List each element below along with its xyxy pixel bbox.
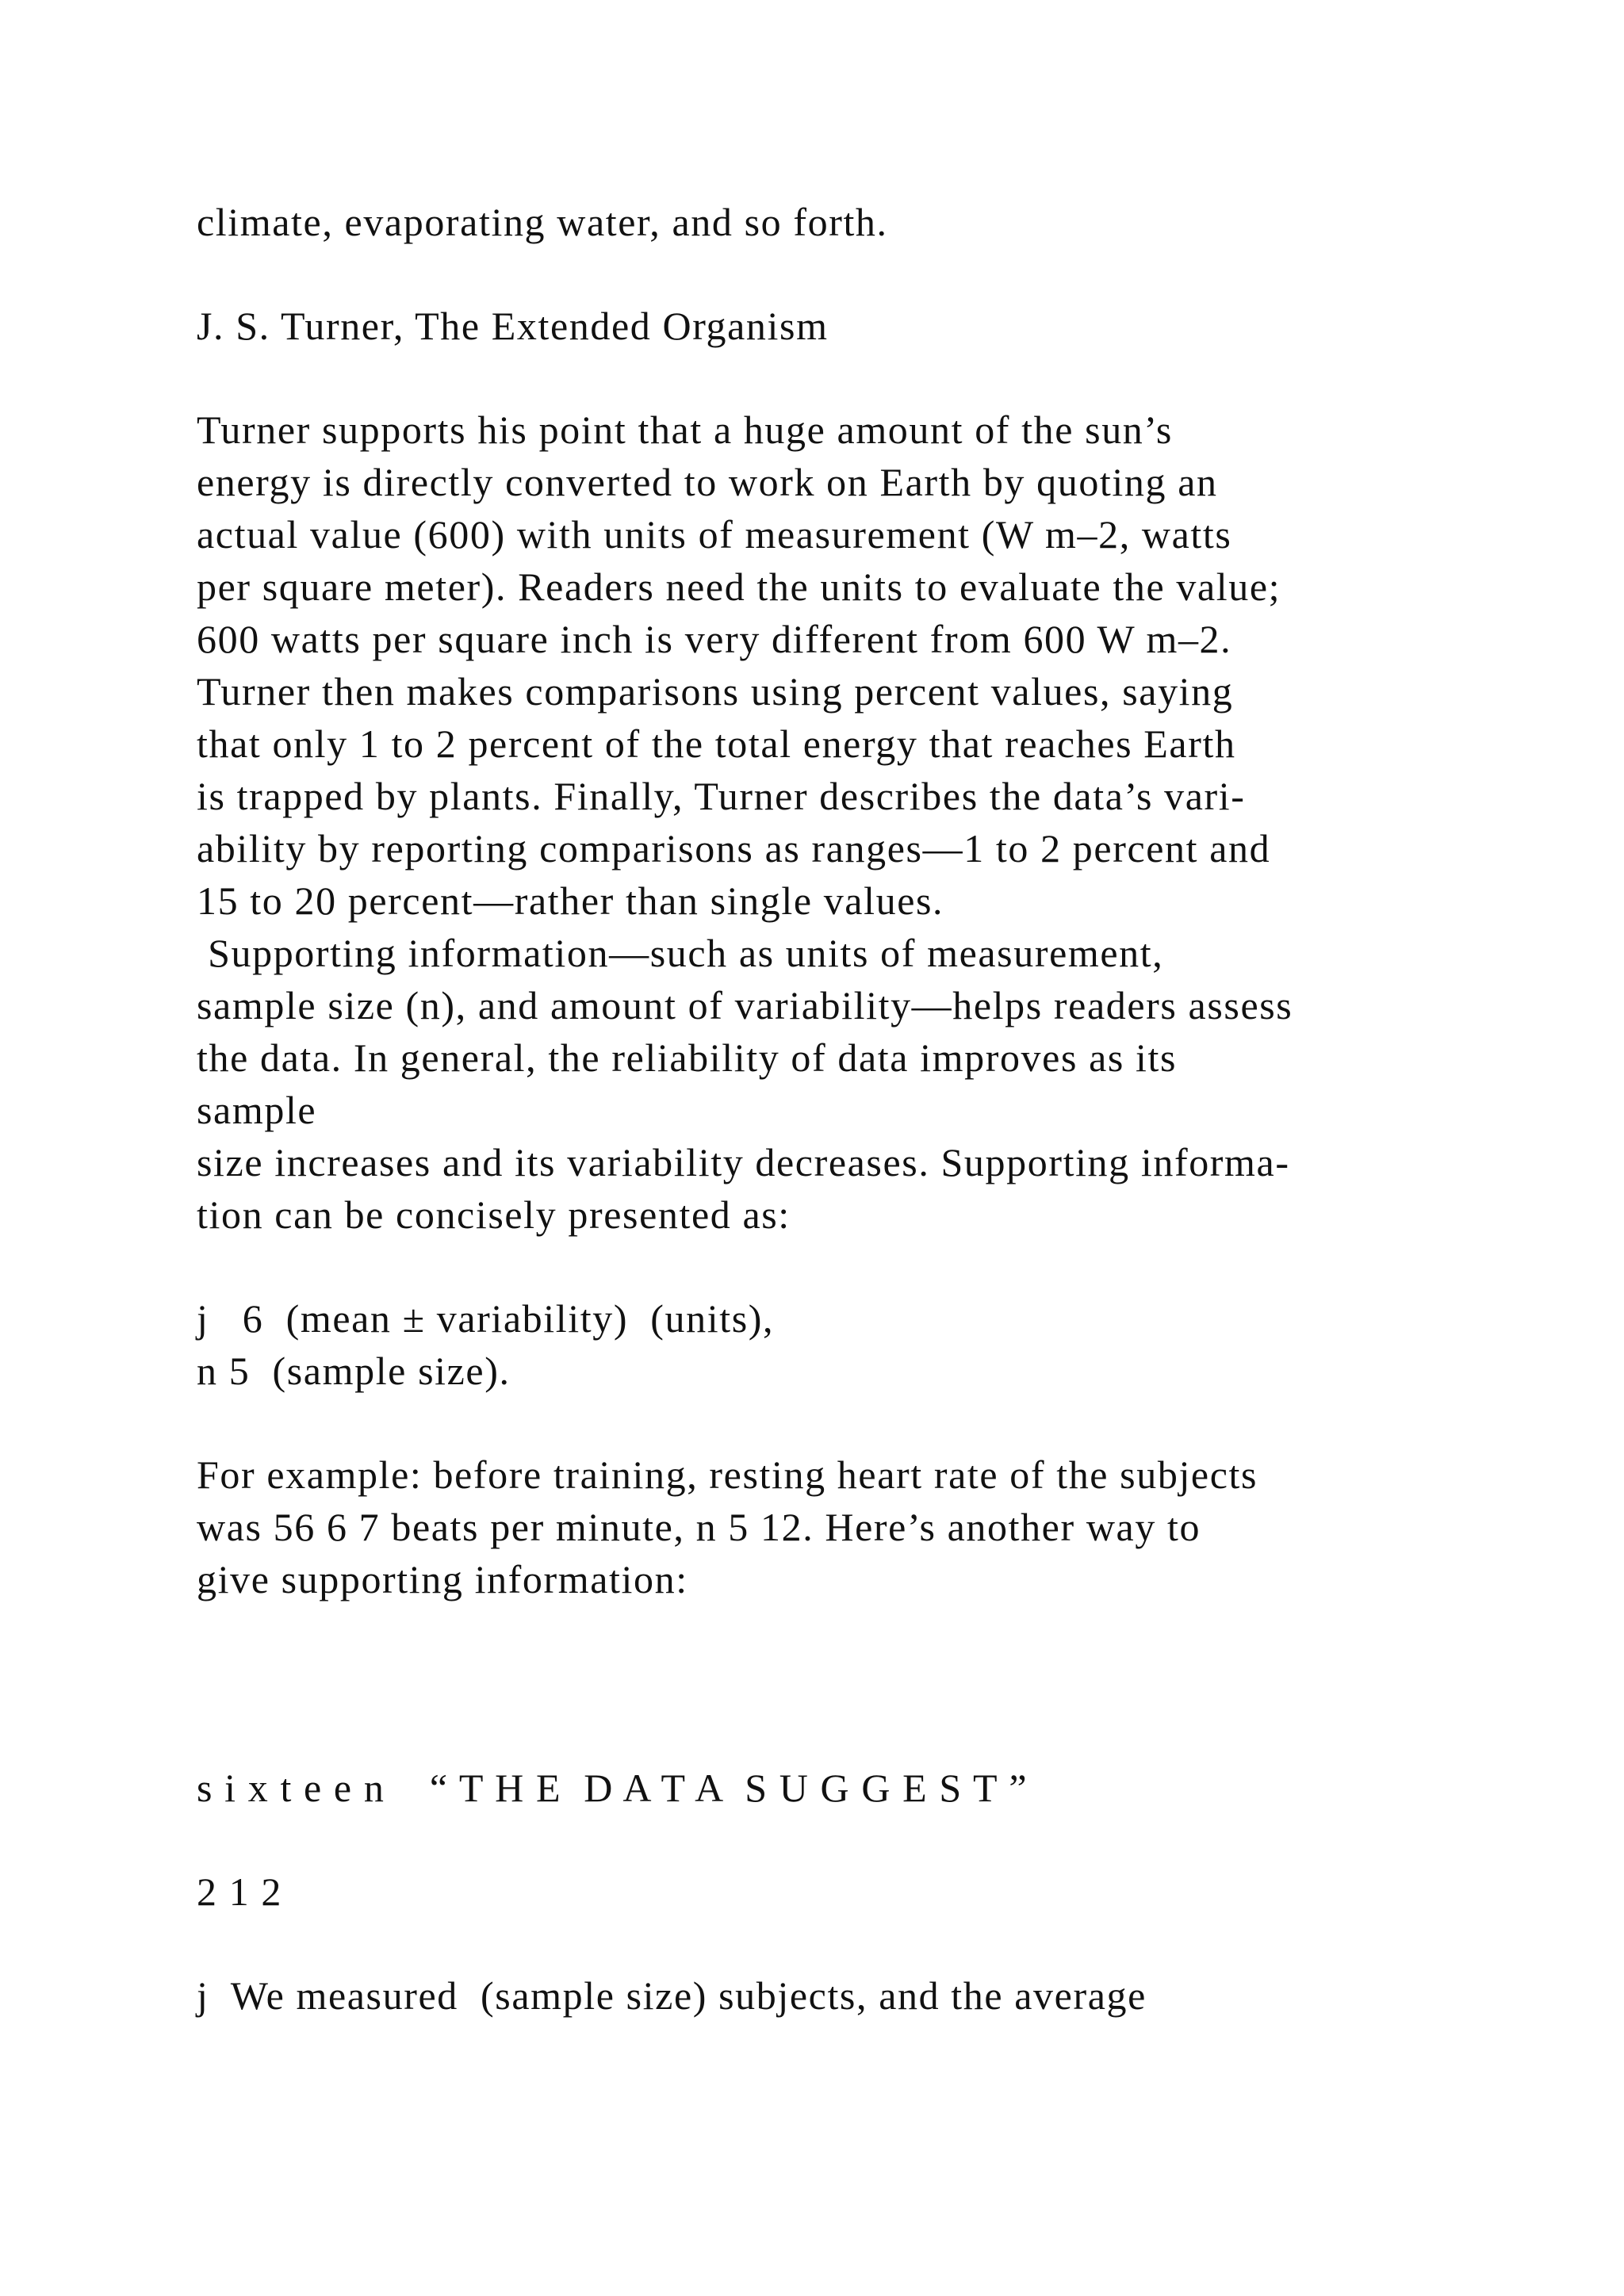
text-line: Supporting information—such as units of measurement, [197, 931, 1164, 975]
text-line: Turner then makes comparisons using percent values, saying [197, 669, 1234, 714]
formula-line: n 5 (sample size). [197, 1349, 511, 1393]
text-line: actual value (600) with units of measurement (W m–2, watts [197, 512, 1232, 557]
page-number: 2 1 2 [197, 1869, 282, 1914]
text-line: Turner supports his point that a huge amount of the sun’s [197, 408, 1173, 452]
text-line: ability by reporting comparisons as ranges—1 to 2 percent and [197, 826, 1271, 871]
text-line: climate, evaporating water, and so forth. [197, 200, 888, 244]
text-line: is trapped by plants. Finally, Turner describes the data’s vari- [197, 774, 1246, 818]
source-attribution: J. S. Turner, The Extended Organism [197, 304, 829, 348]
text-line: give supporting information: [197, 1557, 688, 1601]
text-line: that only 1 to 2 percent of the total energy that reaches Earth [197, 721, 1236, 766]
text-line: sample size (n), and amount of variability—helps readers assess [197, 983, 1293, 1027]
text-line: 15 to 20 percent—rather than single values. [197, 878, 944, 923]
text-line: For example: before training, resting heart rate of the subjects [197, 1452, 1258, 1497]
text-line: 600 watts per square inch is very different from 600 W m–2. [197, 617, 1232, 661]
text-line: j We measured (sample size) subjects, and the average [197, 1973, 1147, 2018]
text-line: energy is directly converted to work on Earth by quoting an [197, 460, 1218, 504]
text-line: per square meter). Readers need the units to evaluate the value; [197, 564, 1281, 609]
text-line: the data. In general, the reliability of data improves as its [197, 1035, 1178, 1080]
running-header: s i x t e e n “ T H E D A T A S U G G E S T ” [197, 1766, 1028, 1810]
text-line: size increases and its variability decreases. Supporting informa- [197, 1140, 1290, 1184]
formula-line: j 6 (mean ± variability) (units), [197, 1296, 775, 1341]
text-line: sample [197, 1088, 317, 1132]
text-line: was 56 6 7 beats per minute, n 5 12. Here’s another way to [197, 1505, 1201, 1549]
text-line: tion can be concisely presented as: [197, 1192, 791, 1237]
